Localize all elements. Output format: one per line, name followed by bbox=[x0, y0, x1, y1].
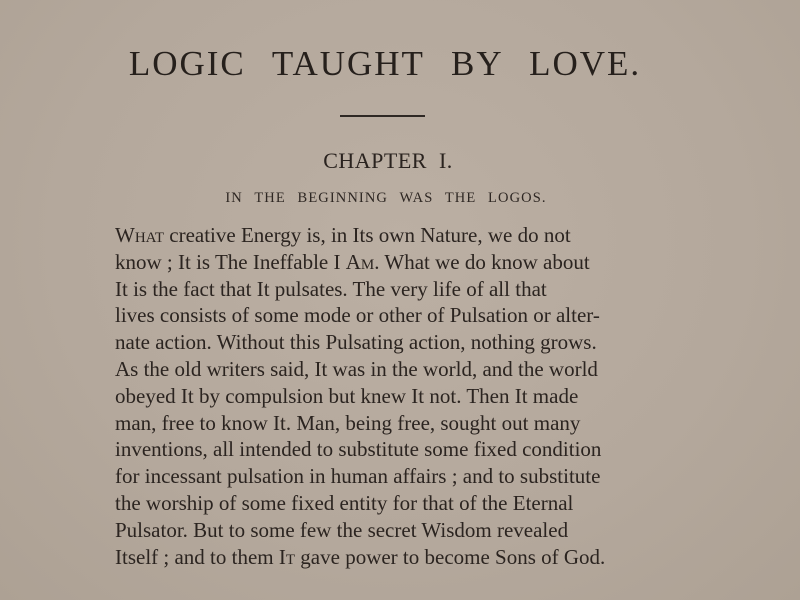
smallcaps-word: Am bbox=[345, 249, 375, 274]
text-line: obeyed It by compulsion but knew It not. Then It made bbox=[115, 383, 579, 408]
text-line: Pulsator. But to some few the secret Wisdom revealed bbox=[115, 517, 569, 542]
text-line: lives consists of some mode or other of Pulsation or alter- bbox=[115, 303, 600, 328]
text-line: man, free to know It. Man, being free, sought out many bbox=[115, 410, 581, 435]
chapter-body-paragraph bbox=[115, 222, 665, 570]
text-line bbox=[115, 222, 665, 249]
chapter-subtitle: IN THE BEGINNING WAS THE LOGOS. bbox=[225, 190, 547, 206]
text-line: inventions, all intended to substitute some fixed condition bbox=[115, 437, 602, 462]
line-text: . What we do know about bbox=[374, 249, 590, 274]
text-line: It is the fact that It pulsates. The very life of all that bbox=[115, 276, 547, 301]
line-text: gave power to become Sons of God. bbox=[295, 544, 606, 569]
chapter-heading: CHAPTER I. bbox=[323, 148, 453, 173]
text-line bbox=[115, 544, 665, 571]
book-title: LOGIC TAUGHT BY LOVE. bbox=[128, 44, 642, 83]
smallcaps-word: It bbox=[278, 544, 296, 569]
title-rule-divider bbox=[340, 115, 425, 117]
drop-word-smallcaps: What bbox=[115, 223, 164, 247]
text-line: for incessant pulsation in human affairs ; and to substitute bbox=[115, 464, 601, 489]
text-line: As the old writers said, It was in the world, and the world bbox=[115, 356, 598, 381]
text-line: nate action. Without this Pulsating action, nothing grows. bbox=[115, 330, 597, 355]
line-text: Itself ; and to them bbox=[115, 544, 279, 569]
line-text: know ; It is The Ineffable I bbox=[115, 249, 346, 274]
text-line bbox=[115, 249, 665, 276]
text-line: the worship of some fixed entity for that of the Eternal bbox=[115, 490, 574, 515]
line-text: creative Energy is, in Its own Nature, we do not bbox=[164, 223, 571, 247]
